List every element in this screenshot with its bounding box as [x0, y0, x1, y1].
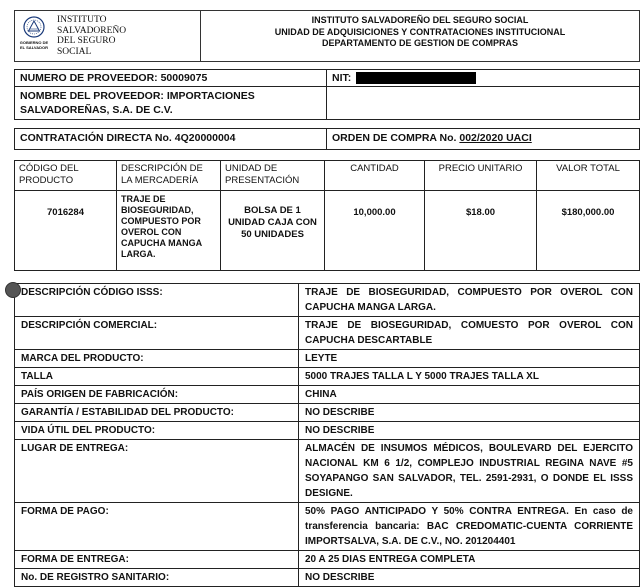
title-line-1: INSTITUTO SALVADOREÑO DEL SEGURO SOCIAL [311, 15, 529, 25]
el-salvador-seal-icon [19, 16, 49, 56]
detail-label: DESCRIPCIÓN CÓDIGO ISSS: [15, 284, 299, 317]
product-table [14, 160, 640, 271]
document-header [14, 10, 640, 62]
detail-value: LEYTE [299, 350, 640, 368]
nit-label: NIT: [332, 72, 352, 84]
detail-row [15, 422, 640, 440]
direct-contract: CONTRATACIÓN DIRECTA No. 4Q20000004 [15, 129, 327, 150]
order-prefix: ORDEN DE COMPRA No. [332, 132, 460, 144]
nit-cell [327, 70, 640, 87]
product-quantity: 10,000.00 [325, 191, 425, 271]
detail-value: 50% PAGO ANTICIPADO Y 50% CONTRA ENTREGA. En caso de transferencia bancaria: BAC CREDOMATIC-CUENTA CORRIENTE IMPORTSALVA, S.A. DE C.V., NO. 201204401 [299, 503, 640, 551]
supplier-number: NUMERO DE PROVEEDOR: 50009075 [15, 70, 327, 87]
detail-label: No. DE REGISTRO SANITARIO: [15, 569, 299, 587]
detail-value: NO DESCRIBE [299, 404, 640, 422]
supplier-empty-cell [327, 87, 640, 120]
detail-value: 5000 TRAJES TALLA L Y 5000 TRAJES TALLA XL [299, 368, 640, 386]
detail-label: GARANTÍA / ESTABILIDAD DEL PRODUCTO: [15, 404, 299, 422]
detail-label: LUGAR DE ENTREGA: [15, 440, 299, 503]
detail-row [15, 368, 640, 386]
detail-label: PAÍS ORIGEN DE FABRICACIÓN: [15, 386, 299, 404]
contract-table [14, 128, 640, 150]
product-presentation: BOLSA DE 1 UNIDAD CAJA CON 50 UNIDADES [221, 191, 325, 271]
detail-label: FORMA DE ENTREGA: [15, 551, 299, 569]
title-line-3: DEPARTAMENTO DE GESTION DE COMPRAS [321, 38, 518, 48]
header-description: DESCRIPCIÓN DE LA MERCADERÍA [117, 161, 221, 191]
institute-line-4: SOCIAL [57, 46, 92, 57]
detail-row [15, 386, 640, 404]
detail-label: MARCA DEL PRODUCTO: [15, 350, 299, 368]
detail-row [15, 503, 640, 551]
header-presentation: UNIDAD DE PRESENTACIÓN [221, 161, 325, 191]
detail-value: NO DESCRIBE [299, 422, 640, 440]
table-row [15, 191, 640, 271]
detail-row [15, 440, 640, 503]
header-total: VALOR TOTAL [537, 161, 640, 191]
detail-label: TALLA [15, 368, 299, 386]
institute-line-3: DEL SEGURO [57, 36, 116, 46]
product-unit-price: $18.00 [425, 191, 537, 271]
logo-cell [15, 11, 201, 62]
purchase-order [327, 129, 640, 150]
detail-row [15, 317, 640, 350]
margin-marker-icon [5, 282, 21, 298]
detail-row [15, 284, 640, 317]
detail-value: TRAJE DE BIOSEGURIDAD, COMUESTO POR OVEROL CON CAPUCHA DESCARTABLE [299, 317, 640, 350]
detail-value: CHINA [299, 386, 640, 404]
header-code: CÓDIGO DEL PRODUCTO [15, 161, 117, 191]
detail-row [15, 404, 640, 422]
header-unit-price: PRECIO UNITARIO [425, 161, 537, 191]
seal-line-2: EL SALVADOR [19, 44, 48, 50]
detail-value: TRAJE DE BIOSEGURIDAD, COMPUESTO POR OVEROL CON CAPUCHA MANGA LARGA. [299, 284, 640, 317]
institute-line-1: INSTITUTO [57, 15, 107, 25]
detail-row [15, 350, 640, 368]
title-line-2: UNIDAD DE ADQUISICIONES Y CONTRATACIONES INSTITUCIONAL [274, 26, 566, 37]
institute-line-2: SALVADOREÑO [57, 25, 127, 36]
department-title [201, 11, 640, 62]
detail-value: ALMACÉN DE INSUMOS MÉDICOS, BOULEVARD DEL EJERCITO NACIONAL KM 6 1/2, COMPLEJO INDUSTRIAL REGINA NAVE #5 SOYAPANGO SAN SALVADOR, TEL. 2591-2931, O DONDE EL ISSS DESIGNE. [299, 440, 640, 503]
detail-label: FORMA DE PAGO: [15, 503, 299, 551]
detail-label: VIDA ÚTIL DEL PRODUCTO: [15, 422, 299, 440]
detail-row [15, 551, 640, 569]
product-code: 7016284 [15, 191, 117, 271]
product-description: TRAJE DE BIOSEGURIDAD, COMPUESTO POR OVEROL CON CAPUCHA MANGA LARGA. [117, 191, 221, 271]
nit-redaction [356, 72, 476, 84]
details-table [14, 283, 640, 587]
seal-line-1: GOBIERNO DE [19, 40, 49, 45]
detail-row [15, 569, 640, 587]
detail-label: DESCRIPCIÓN COMERCIAL: [15, 317, 299, 350]
supplier-name: NOMBRE DEL PROVEEDOR: IMPORTACIONES SALVADOREÑAS, S.A. DE C.V. [15, 87, 327, 120]
order-number: 002/2020 UACI [459, 132, 532, 144]
product-total: $180,000.00 [537, 191, 640, 271]
detail-value: NO DESCRIBE [299, 569, 640, 587]
detail-value: 20 A 25 DIAS ENTREGA COMPLETA [299, 551, 640, 569]
institute-name [57, 15, 126, 57]
header-quantity: CANTIDAD [325, 161, 425, 191]
supplier-table [14, 69, 640, 120]
